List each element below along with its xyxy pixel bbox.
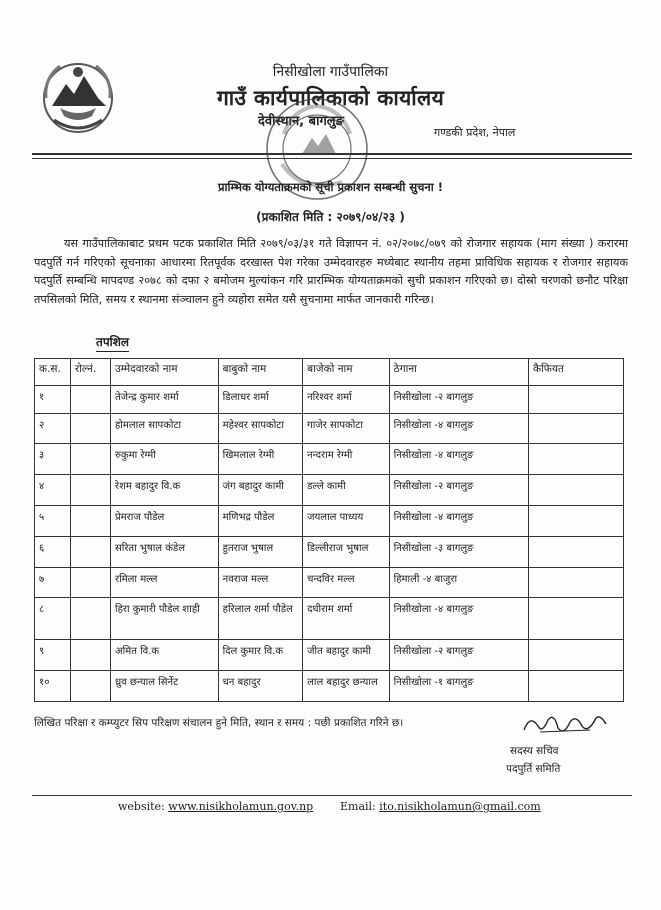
- cell-grandfather: डिल्लीराज भुषाल: [303, 537, 390, 568]
- col-header-grandfather: बाजेको नाम: [303, 359, 390, 386]
- cell-grandfather: डल्ले कामी: [303, 475, 390, 506]
- cell-candidate: होमलाल सापकोटा: [110, 414, 218, 444]
- cell-father: नवराज मल्ल: [218, 568, 302, 598]
- cell-candidate: रेशम बहादुर वि.क: [110, 475, 218, 506]
- signature-mark: [520, 710, 610, 740]
- cell-roll: [70, 414, 110, 444]
- table-row: [35, 671, 624, 702]
- table-row: [35, 537, 624, 568]
- col-header-sn: क.स.: [35, 359, 71, 386]
- cell-remarks: [528, 598, 623, 640]
- cell-sn: ९: [35, 640, 71, 671]
- exam-note: लिखित परिक्षा र कम्प्युटर सिप परिक्षण संचालन हुने मिति, स्थान र समय : पछी प्रकाशित गरिने छ।: [34, 717, 404, 729]
- cell-candidate: रमिला मल्ल: [110, 568, 218, 598]
- cell-father: डिलाधर शर्मा: [218, 386, 302, 414]
- table-row: [35, 475, 624, 506]
- cell-candidate: ध्रुव छन्याल सिर्नेट: [110, 671, 218, 702]
- col-header-candidate: उम्मेदवारको नाम: [110, 359, 218, 386]
- province-label: गण्डकी प्रदेश, नेपाल: [434, 126, 516, 139]
- website-line: [118, 800, 313, 813]
- cell-remarks: [528, 568, 623, 598]
- cell-address: हिमाली -४ बाजुरा: [389, 568, 528, 598]
- cell-remarks: [528, 475, 623, 506]
- municipality-name: निसीखोला गाउँपालिका: [272, 64, 389, 80]
- table-row: [35, 414, 624, 444]
- cell-roll: [70, 598, 110, 640]
- cell-roll: [70, 444, 110, 475]
- email-link[interactable]: ito.nisikholamun@gmail.com: [379, 800, 541, 813]
- cell-sn: ६: [35, 537, 71, 568]
- cell-address: निसीखोला -३ बागलुङ: [389, 537, 528, 568]
- table-row: [35, 568, 624, 598]
- col-header-address: ठेगाना: [389, 359, 528, 386]
- cell-father: दिल कुमार वि.क: [218, 640, 302, 671]
- cell-address: निसीखोला -४ बागलुङ: [389, 414, 528, 444]
- cell-candidate: हिरा कुमारी पौडेल शाही: [110, 598, 218, 640]
- cell-candidate: तेजेन्द्र कुमार शर्मा: [110, 386, 218, 414]
- cell-sn: १: [35, 386, 71, 414]
- cell-address: निसीखोला -१ बागलुङ: [389, 671, 528, 702]
- cell-roll: [70, 506, 110, 537]
- cell-roll: [70, 537, 110, 568]
- header-rule-thick: [32, 153, 632, 155]
- cell-remarks: [528, 386, 623, 414]
- cell-roll: [70, 568, 110, 598]
- cell-sn: ५: [35, 506, 71, 537]
- cell-remarks: [528, 506, 623, 537]
- email-line: [340, 800, 541, 813]
- cell-grandfather: गाजेर सापकोटा: [303, 414, 390, 444]
- cell-address: निसीखोला -२ बागलुङ: [389, 386, 528, 414]
- table-row: [35, 640, 624, 671]
- notice-title: प्राम्भिक योग्यताक्रमको सूची प्रकाशन सम्बन्धी सुचना !: [217, 180, 444, 194]
- cell-grandfather: लाल बहादुर छन्याल: [303, 671, 390, 702]
- candidate-table: [34, 358, 624, 702]
- publish-date: (प्रकाशित मिति : २०७९/०४/२३ ): [256, 210, 405, 224]
- cell-address: निसीखोला -२ बागलुङ: [389, 640, 528, 671]
- signatory-committee: पदपुर्ति समिति: [506, 763, 561, 775]
- cell-address: निसीखोला -४ बागलुङ: [389, 506, 528, 537]
- cell-roll: [70, 386, 110, 414]
- website-label: website:: [118, 800, 165, 813]
- footer-rule: [32, 795, 632, 796]
- cell-candidate: सरिता भुषाल कंडेल: [110, 537, 218, 568]
- cell-remarks: [528, 640, 623, 671]
- table-header-row: [35, 359, 624, 386]
- cell-grandfather: चन्दविर मल्ल: [303, 568, 390, 598]
- cell-father: हरिलाल शर्मा पौडेल: [218, 598, 302, 640]
- col-header-remarks: कैफियत: [528, 359, 623, 386]
- cell-sn: ३: [35, 444, 71, 475]
- details-heading: तपशिल: [96, 333, 129, 352]
- cell-candidate: रुकुमा रेग्मी: [110, 444, 218, 475]
- col-header-father: बाबुको नाम: [218, 359, 302, 386]
- col-header-roll: रोल्नं.: [70, 359, 110, 386]
- cell-address: निसीखोला -२ बागलुङ: [389, 475, 528, 506]
- cell-father: मणिभद्र पौडेल: [218, 506, 302, 537]
- website-link[interactable]: www.nisikholamun.gov.np: [168, 800, 314, 813]
- cell-sn: २: [35, 414, 71, 444]
- cell-father: धन बहादुर: [218, 671, 302, 702]
- table-row: [35, 506, 624, 537]
- signatory-title: सदस्य सचिव: [510, 745, 559, 757]
- notice-body: यस गाउँपालिकाबाट प्रथम पटक प्रकाशित मिति २०७९/०३/३१ गते विज्ञापन नं. ०२/२०७८/०७९ को रोजगार सहायक (माग संख्या ) करारमा पदपुर्ति गर्न गरिएको सूचनाका आधारमा रितपूर्वक दरखास्त पेश गरेका उम्मेदवारहरु मध्येबाट स्थानीय तहमा प्राविधिक सहायक र रोजगार सहायक पदपुर्ति सम्बन्धि मापदण्ड २०७८ को दफा २ बमोजम मुल्यांकन गरि प्रारम्भिक योग्यताक्रमको सुची प्रकाशन गरिएको छ। दोस्रो चरणको छनौट परिक्षा तपसिलको मिति, समय र स्थानमा संञ्चालन हुने व्यहोरा समेत यसै सुचनामा मार्फत जानकारी गरिन्छ।: [34, 237, 628, 306]
- email-label: Email:: [340, 800, 376, 813]
- cell-sn: १०: [35, 671, 71, 702]
- cell-roll: [70, 671, 110, 702]
- cell-candidate: प्रेमराज पौडेल: [110, 506, 218, 537]
- table-row: [35, 598, 624, 640]
- cell-sn: ४: [35, 475, 71, 506]
- cell-grandfather: नन्दराम रेग्मी: [303, 444, 390, 475]
- cell-roll: [70, 475, 110, 506]
- cell-grandfather: जीत बहादुर कामी: [303, 640, 390, 671]
- cell-grandfather: दधीराम शर्मा: [303, 598, 390, 640]
- cell-father: हुतराज भुषाल: [218, 537, 302, 568]
- cell-roll: [70, 640, 110, 671]
- cell-remarks: [528, 414, 623, 444]
- office-title: गाउँ कार्यपालिकाको कार्यालय: [216, 86, 445, 110]
- cell-candidate: अमित वि.क: [110, 640, 218, 671]
- table-row: [35, 386, 624, 414]
- office-location: देवीस्थान, बागलुङ: [258, 114, 344, 129]
- table-row: [35, 444, 624, 475]
- cell-father: जंग बहादुर कामी: [218, 475, 302, 506]
- cell-grandfather: नरिश्वर शर्मा: [303, 386, 390, 414]
- cell-grandfather: जयलाल पाध्यय: [303, 506, 390, 537]
- cell-address: निसीखोला -४ बागलुङ: [389, 444, 528, 475]
- header-rule-thin: [32, 158, 632, 159]
- cell-father: खिमलाल रेग्मी: [218, 444, 302, 475]
- cell-remarks: [528, 537, 623, 568]
- cell-sn: ७: [35, 568, 71, 598]
- cell-remarks: [528, 444, 623, 475]
- cell-sn: ८: [35, 598, 71, 640]
- cell-father: महेश्वर सापकोटा: [218, 414, 302, 444]
- cell-address: निसीखोला -४ बागलुङ: [389, 598, 528, 640]
- cell-remarks: [528, 671, 623, 702]
